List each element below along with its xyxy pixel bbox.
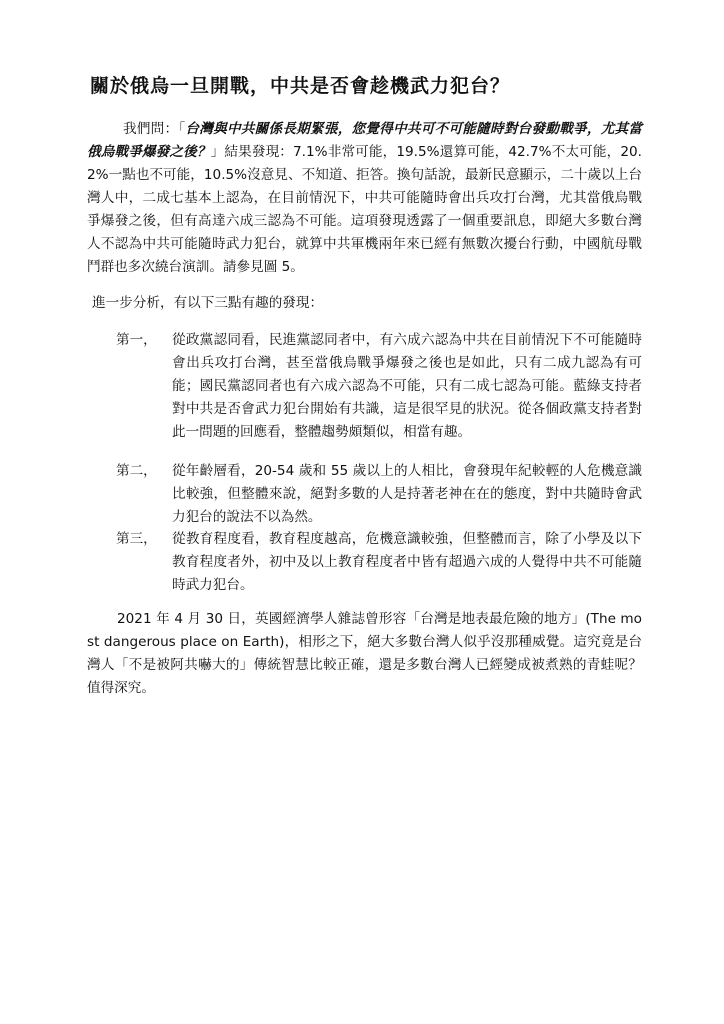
intro-results: 」結果發現：7.1%非常可能，19.5%還算可能，42.7%不太可能，20.2%一點也不可能，10.5%沒意見、不知道、拒答。換句話說，最新民意顯示，二十歲以上台灣人中，二成七基本上認為，在目前情況下，中共可能隨時會出兵攻打台灣，尤其當俄烏戰爭爆發之後，但有高達六成三認為不可能。這項發現透露了一個重要訊息，即絕大多數台灣人不認為中共可能隨時武力犯台，就算中共軍機兩年來已經有無數次擾台行動，中國航母戰鬥群也多次繞台演訓。請參見圖 5。	[87, 144, 643, 275]
intro-prefix: 我們問：「	[123, 121, 186, 137]
finding-label: 第一，	[116, 332, 157, 348]
intro-paragraph	[87, 118, 642, 279]
finding-item-3	[116, 528, 642, 597]
survey-question: 台灣與中共關係長期緊張，您覺得中共可不可能隨時對台發動戰爭，尤其當俄烏戰爭爆發之後？	[87, 121, 642, 160]
closing-paragraph: 2021 年 4 月 30 日，英國經濟學人雜誌曾形容「台灣是地表最危險的地方」(The most dangerous place on Earth)，相形之下，絕大多數台灣人似乎沒那種威覺。這究竟是台灣人「不是被阿共嚇大的」傳統智慧比較正確，還是多數台灣人已經變成被煮熟的青蛙呢？值得深究。	[87, 611, 642, 696]
finding-label: 第二，	[116, 463, 157, 479]
finding-text: 從政黨認同看，民進黨認同者中，有六成六認為中共在目前情況下不可能隨時會出兵攻打台灣，甚至當俄烏戰爭爆發之後也是如此，只有二成九認為有可能；國民黨認同者也有六成六認為不可能，只有二成七認為可能。藍綠支持者對中共是否會武力犯台開始有共識，這是很罕見的狀況。從各個政黨支持者對此一問題的回應看，整體趨勢頗類似，相當有趣。	[172, 332, 642, 440]
finding-label: 第三，	[116, 531, 157, 547]
finding-item-1	[116, 329, 642, 444]
finding-item-2	[116, 460, 642, 529]
finding-text: 從年齡層看，20-54 歲和 55 歲以上的人相比，會發現年紀較輕的人危機意識比較強，但整體來說，絕對多數的人是持著老神在在的態度，對中共隨時會武力犯台的說法不以為然。	[172, 463, 642, 525]
page-title: 關於俄烏一旦開戰，中共是否會趁機武力犯台？	[90, 75, 511, 97]
finding-text: 從教育程度看，教育程度越高，危機意識較強，但整體而言，除了小學及以下教育程度者外，初中及以上教育程度者中皆有超過六成的人覺得中共不可能隨時武力犯台。	[172, 531, 642, 593]
analysis-lead: 進一步分析，有以下三點有趣的發現：	[92, 295, 324, 311]
